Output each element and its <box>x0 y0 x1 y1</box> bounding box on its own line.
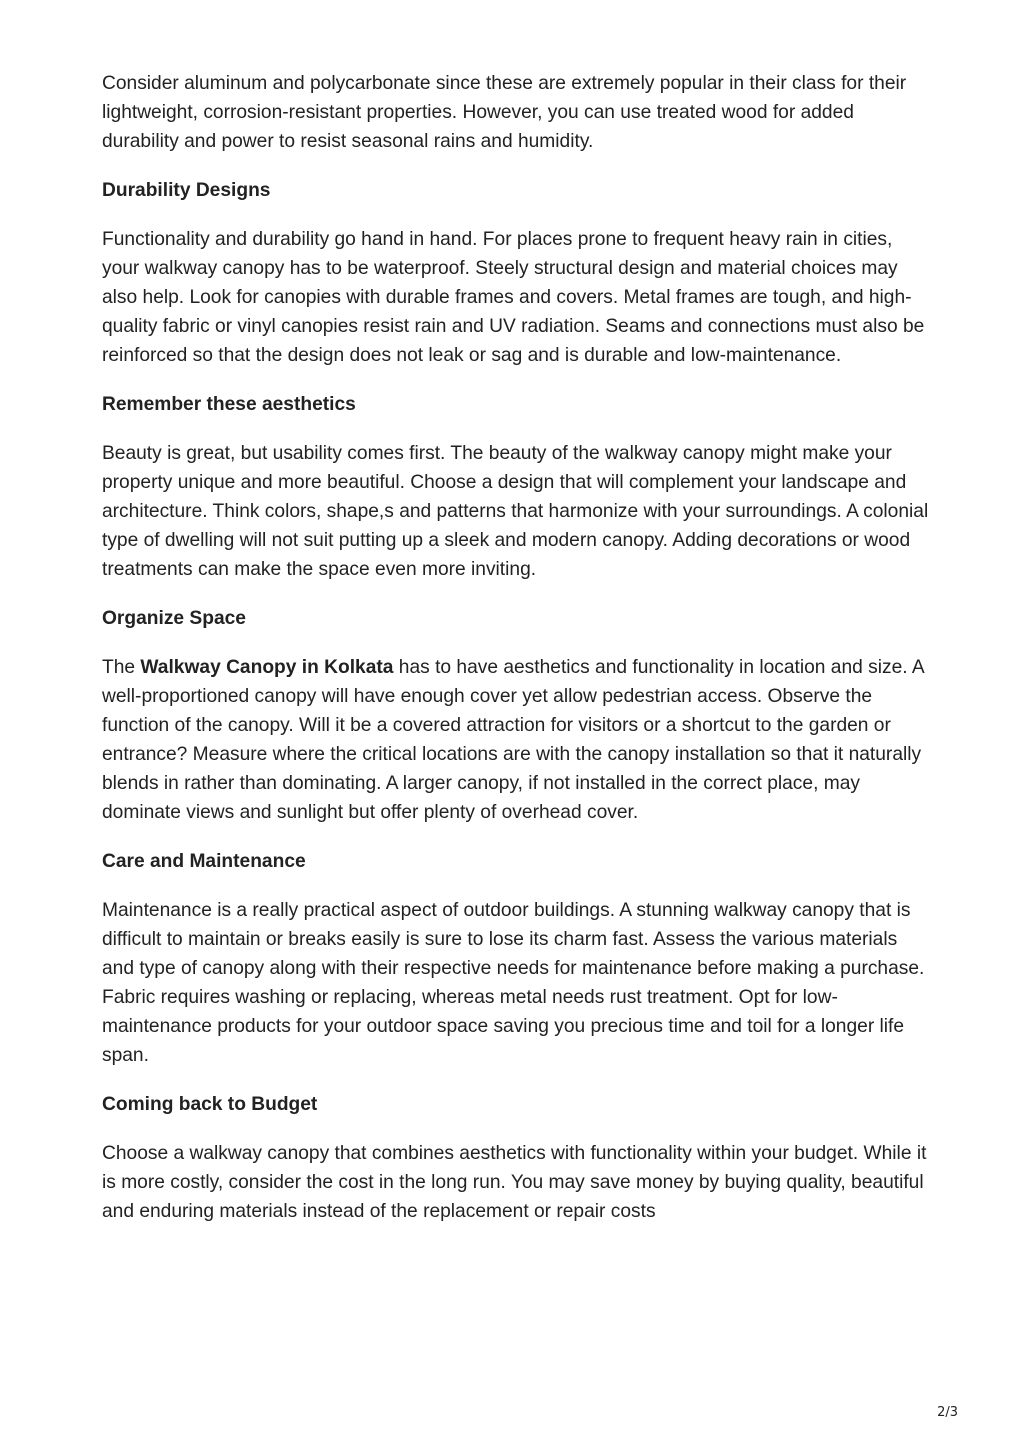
heading-durability-designs: Durability Designs <box>102 180 271 201</box>
aesthetics-paragraph: Beauty is great, but usability comes first. The beauty of the walkway canopy might make your property unique and more beautiful. Choose a design that will complement your landscape and architecture. Think colors, shape,s and patterns that harmonize with your surroundings. A colonial type of dwelling will not suit putting up a sleek and modern canopy. Adding decorations or wood treatments can make the space even more inviting. <box>102 443 929 580</box>
heading-care-maintenance: Care and Maintenance <box>102 851 306 872</box>
organize-space-paragraph <box>102 653 932 827</box>
heading-organize-space: Organize Space <box>102 608 246 629</box>
organize-space-prefix: The <box>102 657 141 678</box>
budget-paragraph: Choose a walkway canopy that combines aesthetics with functionality within your budget. While it is more costly, consider the cost in the long run. You may save money by buying quality, beautiful and enduring materials instead of the replacement or repair costs <box>102 1143 927 1222</box>
organize-space-suffix: has to have aesthetics and functionality in location and size. A well-proportioned canopy will have enough cover yet allow pedestrian access. Observe the function of the canopy. Will it be a covered attraction for visitors or a shortcut to the garden or entrance? Measure where the critical locations are with the canopy installation so that it naturally blends in rather than dominating. A larger canopy, if not installed in the correct place, may dominate views and sunlight but offer plenty of overhead cover. <box>102 657 924 823</box>
intro-paragraph: Consider aluminum and polycarbonate since these are extremely popular in their class for their lightweight, corrosion-resistant properties. However, you can use treated wood for added durability and power to resist seasonal rains and humidity. <box>102 73 907 152</box>
page-number: 2/3 <box>937 1405 958 1420</box>
heading-budget: Coming back to Budget <box>102 1094 318 1115</box>
heading-aesthetics: Remember these aesthetics <box>102 394 356 415</box>
walkway-canopy-link[interactable]: Walkway Canopy in Kolkata <box>140 657 394 678</box>
maintenance-paragraph: Maintenance is a really practical aspect of outdoor buildings. A stunning walkway canopy that is difficult to maintain or breaks easily is sure to lose its charm fast. Assess the various materials and type of canopy along with their respective needs for maintenance before making a purchase. Fabric requires washing or replacing, whereas metal needs rust treatment. Opt for low-maintenance products for your outdoor space saving you precious time and toil for a longer life span. <box>102 900 925 1066</box>
durability-paragraph: Functionality and durability go hand in hand. For places prone to frequent heavy rain in cities, your walkway canopy has to be waterproof. Steely structural design and material choices may also help. Look for canopies with durable frames and covers. Metal frames are tough, and high-quality fabric or vinyl canopies resist rain and UV radiation. Seams and connections must also be reinforced so that the design does not leak or sag and is durable and low-maintenance. <box>102 229 925 366</box>
document-page <box>102 69 932 1226</box>
